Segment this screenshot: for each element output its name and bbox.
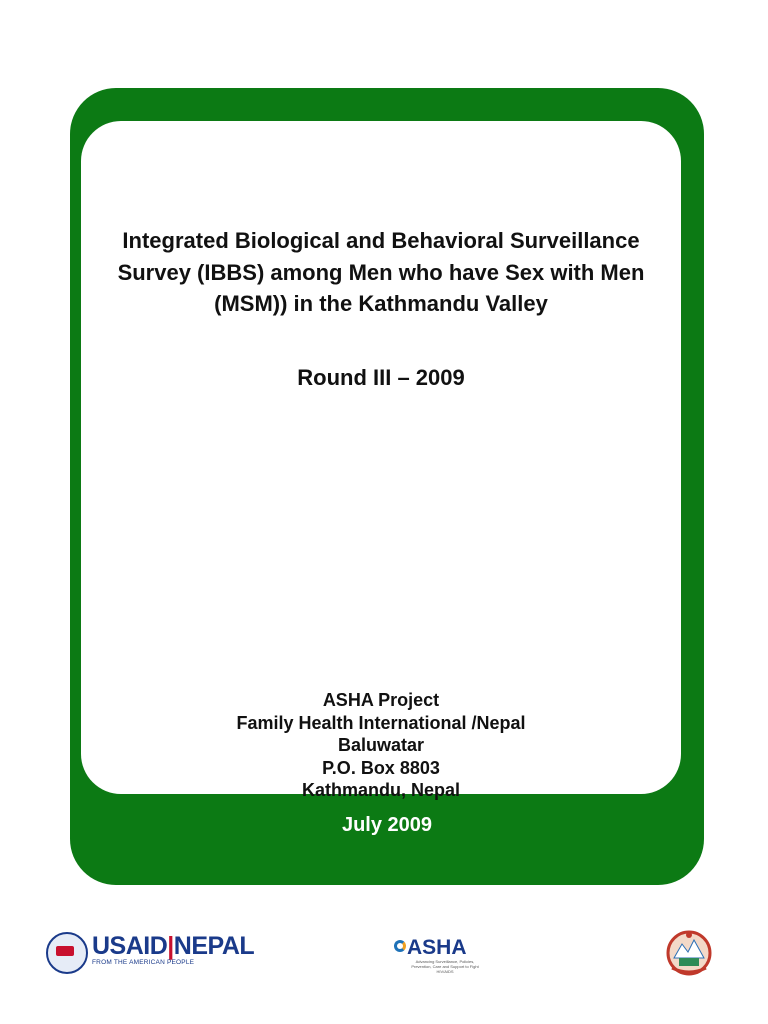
usaid-wordmark-nepal: NEPAL [173, 932, 255, 960]
report-round: Round III – 2009 [297, 365, 465, 390]
address-line: Kathmandu, Nepal [301, 780, 461, 800]
publication-date: July 2009 [341, 814, 433, 836]
usaid-seal-icon [46, 932, 88, 974]
report-title: Integrated Biological and Behavioral Surveillance Survey (IBBS) among Men who have Sex with Men (MSM)) in the Kathmandu Valley [117, 228, 645, 316]
asha-tagline: Advancing Surveillance, Policies, Prevention, Care and Support to Fight HIV/AIDS [411, 959, 479, 974]
asha-wordmark: ASHA [407, 936, 467, 959]
address-line: ASHA Project [322, 690, 440, 710]
cover-green-frame [70, 88, 704, 885]
nepal-government-emblem-icon [664, 928, 714, 976]
asha-ring-icon [394, 940, 406, 952]
address-line: Baluwatar [337, 735, 425, 755]
cover-white-panel [81, 121, 681, 800]
asha-logo [394, 936, 484, 972]
usaid-tagline: FROM THE AMERICAN PEOPLE [92, 959, 195, 966]
usaid-wordmark-usaid: USAID [92, 932, 168, 960]
usaid-nepal-logo [46, 930, 286, 972]
address-line: P.O. Box 8803 [322, 757, 440, 778]
publisher-address [81, 689, 681, 802]
usaid-wordmark-separator: | [167, 932, 174, 960]
usaid-wordmark [92, 932, 254, 961]
address-line: Family Health International /Nepal [236, 712, 526, 733]
